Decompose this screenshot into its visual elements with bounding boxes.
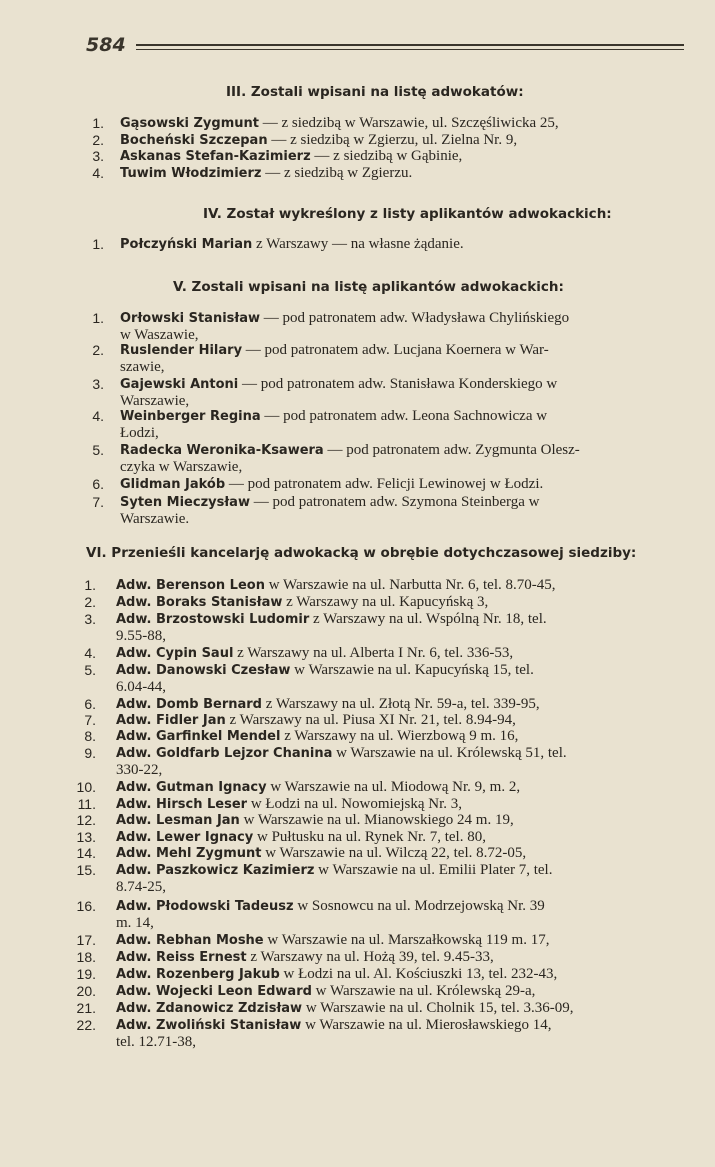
item-name: Weinberger Regina: [120, 409, 261, 424]
item-name: Bocheński Szczepan: [120, 133, 268, 148]
item-number: 4.: [84, 645, 96, 661]
item-text: w Warszawie na ul. Królewską 51, tel.: [332, 745, 567, 761]
item-text: z Warszawy na ul. Hożą 39, tel. 9.45-33,: [246, 949, 494, 965]
item-line: [116, 1001, 573, 1016]
item-name: Adw. Gutman Ignacy: [116, 780, 267, 795]
item-line: [120, 311, 569, 326]
item-line: [116, 967, 557, 982]
item-text: — pod patronatem adw. Zygmunta Olesz-: [323, 442, 580, 458]
item-line: [116, 646, 513, 661]
item-text: z Warszawy na ul. Kapucyńską 3,: [282, 594, 489, 610]
item-text: w Łodzi na ul. Al. Kościuszki 13, tel. 232-43,: [279, 966, 558, 982]
item-continuation: tel. 12.71-38,: [116, 1034, 196, 1050]
item-line: [120, 116, 559, 131]
item-name: Glidman Jakób: [120, 477, 226, 492]
item-line: [116, 863, 552, 878]
item-name: Adw. Fidler Jan: [116, 713, 226, 728]
item-name: Adw. Lesman Jan: [116, 813, 240, 828]
item-line: [116, 595, 488, 610]
item-number: 4.: [92, 408, 104, 424]
item-number: 21.: [76, 1000, 96, 1016]
item-name: Gąsowski Zygmunt: [120, 116, 259, 131]
item-text: w Sosnowcu na ul. Modrzejowską Nr. 39: [293, 898, 545, 914]
item-line: [116, 780, 520, 795]
item-name: Adw. Boraks Stanisław: [116, 595, 283, 610]
item-continuation: w Waszawie,: [120, 327, 199, 343]
item-number: 18.: [76, 949, 96, 965]
item-line: [116, 1018, 551, 1033]
item-continuation: Warszawie,: [120, 393, 190, 409]
item-number: 4.: [92, 165, 104, 181]
item-name: Adw. Zwoliński Stanisław: [116, 1018, 302, 1033]
item-line: [116, 899, 545, 914]
item-continuation: szawie,: [120, 359, 165, 375]
item-text: — z siedzibą w Zgierzu.: [261, 165, 413, 181]
item-text: — pod patronatem adw. Stanisława Konderskiego w: [238, 376, 558, 392]
item-line: [116, 846, 526, 861]
item-line: [116, 697, 540, 712]
item-name: Adw. Zdanowicz Zdzisław: [116, 1001, 303, 1016]
item-number: 11.: [77, 796, 96, 812]
item-name: Adw. Lewer Ignacy: [116, 830, 254, 845]
item-line: [116, 950, 494, 965]
section-heading: VI. Przenieśli kancelarję adwokacką w obrębie dotychczasowej siedziby:: [86, 545, 637, 561]
item-name: Tuwim Włodzimierz: [120, 166, 262, 181]
item-line: [120, 477, 543, 492]
item-number: 12.: [76, 812, 96, 828]
item-name: Adw. Reiss Ernest: [116, 950, 247, 965]
item-number: 7.: [84, 712, 96, 728]
item-number: 8.: [84, 728, 96, 744]
item-number: 16.: [76, 898, 96, 914]
item-text: w Warszawie na ul. Narbutta Nr. 6, tel. 8.70-45,: [264, 577, 556, 593]
item-text: z Warszawy na ul. Wierzbową 9 m. 16,: [280, 728, 519, 744]
item-continuation: 6.04-44,: [116, 679, 166, 695]
item-number: 13.: [76, 829, 96, 845]
item-name: Orłowski Stanisław: [120, 311, 260, 326]
item-text: — pod patronatem adw. Leona Sachnowicza w: [260, 408, 548, 424]
item-continuation: Łodzi,: [120, 425, 159, 441]
item-line: [120, 377, 557, 392]
item-text: w Warszawie na ul. Mierosławskiego 14,: [301, 1017, 552, 1033]
item-text: — pod patronatem adw. Szymona Steinberga w: [249, 494, 540, 510]
page-header: [86, 32, 684, 62]
item-continuation: m. 14,: [116, 915, 154, 931]
item-text: — pod patronatem adw. Felicji Lewinowej w Łodzi.: [225, 476, 544, 492]
item-text: w Warszawie na ul. Wilczą 22, tel. 8.72-05,: [261, 845, 527, 861]
item-name: Syten Mieczysław: [120, 495, 250, 510]
item-number: 3.: [92, 376, 104, 392]
item-name: Połczyński Marian: [120, 237, 253, 252]
item-text: z Warszawy — na własne żądanie.: [252, 236, 464, 252]
item-text: w Warszawie na ul. Kapucyńską 15, tel.: [290, 662, 534, 678]
item-continuation: 8.74-25,: [116, 879, 166, 895]
item-text: w Warszawie na ul. Emilii Plater 7, tel.: [314, 862, 553, 878]
item-name: Adw. Berenson Leon: [116, 578, 265, 593]
item-continuation: czyka w Warszawie,: [120, 459, 243, 475]
item-number: 20.: [76, 983, 96, 999]
item-continuation: Warszawie.: [120, 511, 190, 527]
item-line: [116, 830, 486, 845]
item-number: 6.: [84, 696, 96, 712]
item-text: — z siedzibą w Zgierzu, ul. Zielna Nr. 9,: [267, 132, 518, 148]
item-number: 15.: [76, 862, 96, 878]
item-text: z Warszawy na ul. Złotą Nr. 59-a, tel. 339-95,: [262, 696, 540, 712]
item-line: [116, 612, 547, 627]
item-number: 3.: [84, 611, 96, 627]
item-name: Adw. Garfinkel Mendel: [116, 729, 281, 744]
section-heading: IV. Został wykreślony z listy aplikantów adwokackich:: [203, 206, 612, 222]
item-number: 10.: [76, 779, 96, 795]
item-text: — z siedzibą w Gąbinie,: [310, 148, 463, 164]
item-number: 1.: [92, 310, 104, 326]
item-number: 22.: [76, 1017, 96, 1033]
item-name: Adw. Paszkowicz Kazimierz: [116, 863, 315, 878]
item-text: w Warszawie na ul. Królewską 29-a,: [311, 983, 536, 999]
item-name: Adw. Mehl Zygmunt: [116, 846, 262, 861]
item-number: 9.: [84, 745, 96, 761]
header-rule-thin: [136, 49, 684, 50]
item-name: Ruslender Hilary: [120, 343, 243, 358]
item-number: 17.: [76, 932, 96, 948]
item-name: Adw. Płodowski Tadeusz: [116, 899, 294, 914]
item-line: [120, 166, 412, 181]
section-heading: V. Zostali wpisani na listę aplikantów adwokackich:: [173, 279, 564, 295]
item-line: [116, 713, 516, 728]
item-name: Radecka Weronika-Ksawera: [120, 443, 324, 458]
item-name: Adw. Cypin Saul: [116, 646, 234, 661]
item-name: Adw. Brzostowski Ludomir: [116, 612, 310, 627]
item-line: [116, 813, 514, 828]
item-name: Adw. Rebhan Moshe: [116, 933, 264, 948]
item-text: z Warszawy na ul. Alberta I Nr. 6, tel. 336-53,: [233, 645, 514, 661]
item-line: [116, 984, 535, 999]
item-line: [116, 663, 534, 678]
section-heading: III. Zostali wpisani na listę adwokatów:: [226, 84, 524, 100]
item-line: [120, 409, 547, 424]
item-number: 14.: [76, 845, 96, 861]
item-number: 2.: [84, 594, 96, 610]
page-number: 584: [86, 34, 126, 56]
item-text: w Warszawie na ul. Miodową Nr. 9, m. 2,: [266, 779, 521, 795]
item-line: [116, 933, 549, 948]
item-number: 5.: [84, 662, 96, 678]
item-number: 2.: [92, 342, 104, 358]
item-name: Adw. Danowski Czesław: [116, 663, 291, 678]
item-name: Adw. Rozenberg Jakub: [116, 967, 280, 982]
item-line: [120, 133, 517, 148]
item-number: 2.: [92, 132, 104, 148]
item-name: Askanas Stefan-Kazimierz: [120, 149, 311, 164]
item-number: 6.: [92, 476, 104, 492]
item-line: [120, 343, 549, 358]
item-text: w Warszawie na ul. Marszałkowską 119 m. 17,: [263, 932, 550, 948]
item-number: 5.: [92, 442, 104, 458]
item-number: 19.: [76, 966, 96, 982]
item-continuation: 330-22,: [116, 762, 163, 778]
header-rule: [136, 44, 684, 46]
item-line: [120, 237, 464, 252]
item-line: [116, 578, 556, 593]
item-name: Adw. Goldfarb Lejzor Chanina: [116, 746, 333, 761]
item-line: [120, 495, 539, 510]
item-text: — z siedzibą w Warszawie, ul. Szczęśliwicka 25,: [258, 115, 559, 131]
item-text: w Łodzi na ul. Nowomiejską Nr. 3,: [247, 796, 463, 812]
item-number: 7.: [92, 494, 104, 510]
item-name: Gajewski Antoni: [120, 377, 239, 392]
item-number: 3.: [92, 148, 104, 164]
item-text: w Warszawie na ul. Cholnik 15, tel. 3.36-09,: [302, 1000, 574, 1016]
item-number: 1.: [84, 577, 96, 593]
item-line: [120, 443, 580, 458]
item-name: Adw. Hirsch Leser: [116, 797, 248, 812]
item-number: 1.: [92, 115, 104, 131]
item-line: [116, 797, 462, 812]
item-line: [116, 729, 518, 744]
item-name: Adw. Domb Bernard: [116, 697, 262, 712]
item-text: — pod patronatem adw. Lucjana Koernera w War-: [242, 342, 549, 358]
item-line: [120, 149, 462, 164]
item-text: — pod patronatem adw. Władysława Chylińskiego: [260, 310, 570, 326]
item-number: 1.: [92, 236, 104, 252]
item-continuation: 9.55-88,: [116, 628, 166, 644]
item-name: Adw. Wojecki Leon Edward: [116, 984, 312, 999]
item-text: z Warszawy na ul. Piusa XI Nr. 21, tel. 8.94-94,: [225, 712, 516, 728]
item-text: z Warszawy na ul. Wspólną Nr. 18, tel.: [309, 611, 547, 627]
item-text: w Warszawie na ul. Mianowskiego 24 m. 19,: [239, 812, 514, 828]
item-text: w Pułtusku na ul. Rynek Nr. 7, tel. 80,: [253, 829, 486, 845]
item-line: [116, 746, 567, 761]
